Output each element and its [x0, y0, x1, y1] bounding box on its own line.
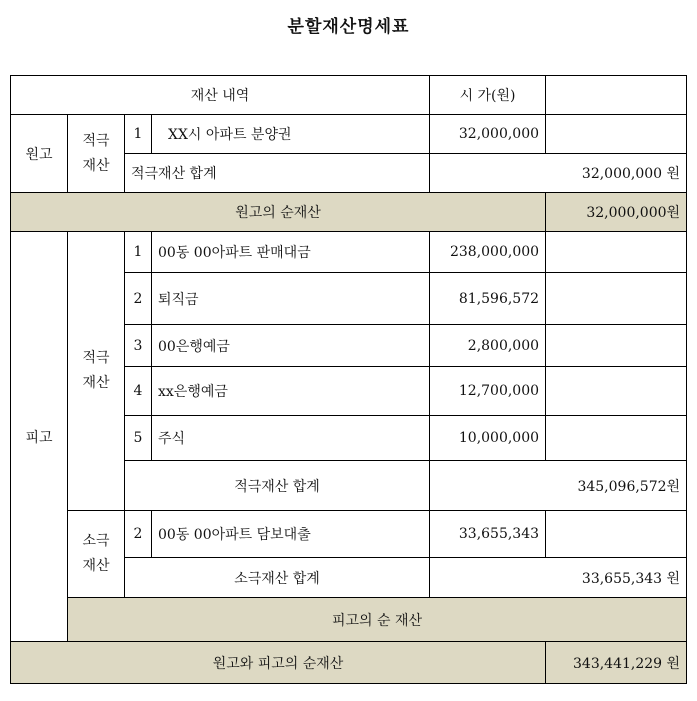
- defendant-liability-total-value: 33,655,343 원: [430, 558, 687, 598]
- empty-cell: [546, 367, 687, 416]
- empty-cell: [546, 115, 687, 154]
- plaintiff-net-row: [11, 193, 687, 232]
- empty-cell: [546, 232, 687, 273]
- plaintiff-asset-label: [68, 115, 125, 193]
- item-name: 퇴직금: [152, 273, 430, 325]
- item-number: 1: [125, 232, 152, 273]
- empty-cell: [546, 273, 687, 325]
- defendant-label: 피고: [11, 232, 68, 642]
- page-title: 분할재산명세표: [287, 17, 410, 37]
- header-row: [11, 76, 687, 115]
- item-name: XX시 아파트 분양권: [152, 115, 430, 154]
- plaintiff-label: 원고: [11, 115, 68, 193]
- table-row: [11, 232, 687, 273]
- item-number: 5: [125, 416, 152, 461]
- item-number: 2: [125, 273, 152, 325]
- item-value: 12,700,000: [430, 367, 546, 416]
- empty-cell: [546, 511, 687, 558]
- item-name: 00은행예금: [152, 325, 430, 367]
- item-number: 3: [125, 325, 152, 367]
- defendant-asset-label-line2: 재산: [82, 375, 110, 391]
- combined-net-label: 원고와 피고의 순재산: [11, 642, 546, 684]
- combined-net-row: [11, 642, 687, 684]
- plaintiff-asset-total-label: 적극재산 합계: [125, 154, 430, 193]
- defendant-asset-total-value: 345,096,572원: [430, 461, 687, 511]
- item-number: 4: [125, 367, 152, 416]
- item-value: 32,000,000: [430, 115, 546, 154]
- plaintiff-net-value: 32,000,000원: [546, 193, 687, 232]
- item-number: 1: [125, 115, 152, 154]
- item-name: xx은행예금: [152, 367, 430, 416]
- defendant-liability-total-label: 소극재산 합계: [125, 558, 430, 598]
- defendant-net-row: [11, 598, 687, 642]
- defendant-asset-label: [68, 232, 125, 511]
- defendant-liability-label-line2: 재산: [82, 558, 110, 574]
- item-value: 10,000,000: [430, 416, 546, 461]
- defendant-asset-label-line1: 적극: [82, 350, 110, 366]
- header-value: 시 가(원): [430, 76, 546, 115]
- defendant-net-label: 피고의 순 재산: [68, 598, 687, 642]
- item-value: 2,800,000: [430, 325, 546, 367]
- plaintiff-asset-total-value: 32,000,000 원: [430, 154, 687, 193]
- item-name: 00동 00아파트 판매대금: [152, 232, 430, 273]
- item-value: 81,596,572: [430, 273, 546, 325]
- item-name: 00동 00아파트 담보대출: [152, 511, 430, 558]
- plaintiff-asset-label-line2: 재산: [82, 157, 110, 174]
- header-item: 재산 내역: [11, 76, 430, 115]
- defendant-asset-total-label: 적극재산 합계: [125, 461, 430, 511]
- empty-cell: [546, 325, 687, 367]
- plaintiff-net-label: 원고의 순재산: [11, 193, 546, 232]
- item-value: 33,655,343: [430, 511, 546, 558]
- table-row: [11, 511, 687, 558]
- property-division-table: [10, 75, 687, 684]
- empty-cell: [546, 416, 687, 461]
- item-value: 238,000,000: [430, 232, 546, 273]
- item-name: 주식: [152, 416, 430, 461]
- combined-net-value: 343,441,229 원: [546, 642, 687, 684]
- defendant-liability-label-line1: 소극: [82, 533, 110, 549]
- table-row: [11, 115, 687, 154]
- defendant-liability-label: [68, 511, 125, 598]
- item-number: 2: [125, 511, 152, 558]
- plaintiff-asset-label-line1: 적극: [82, 132, 110, 149]
- header-empty-cell: [546, 76, 687, 115]
